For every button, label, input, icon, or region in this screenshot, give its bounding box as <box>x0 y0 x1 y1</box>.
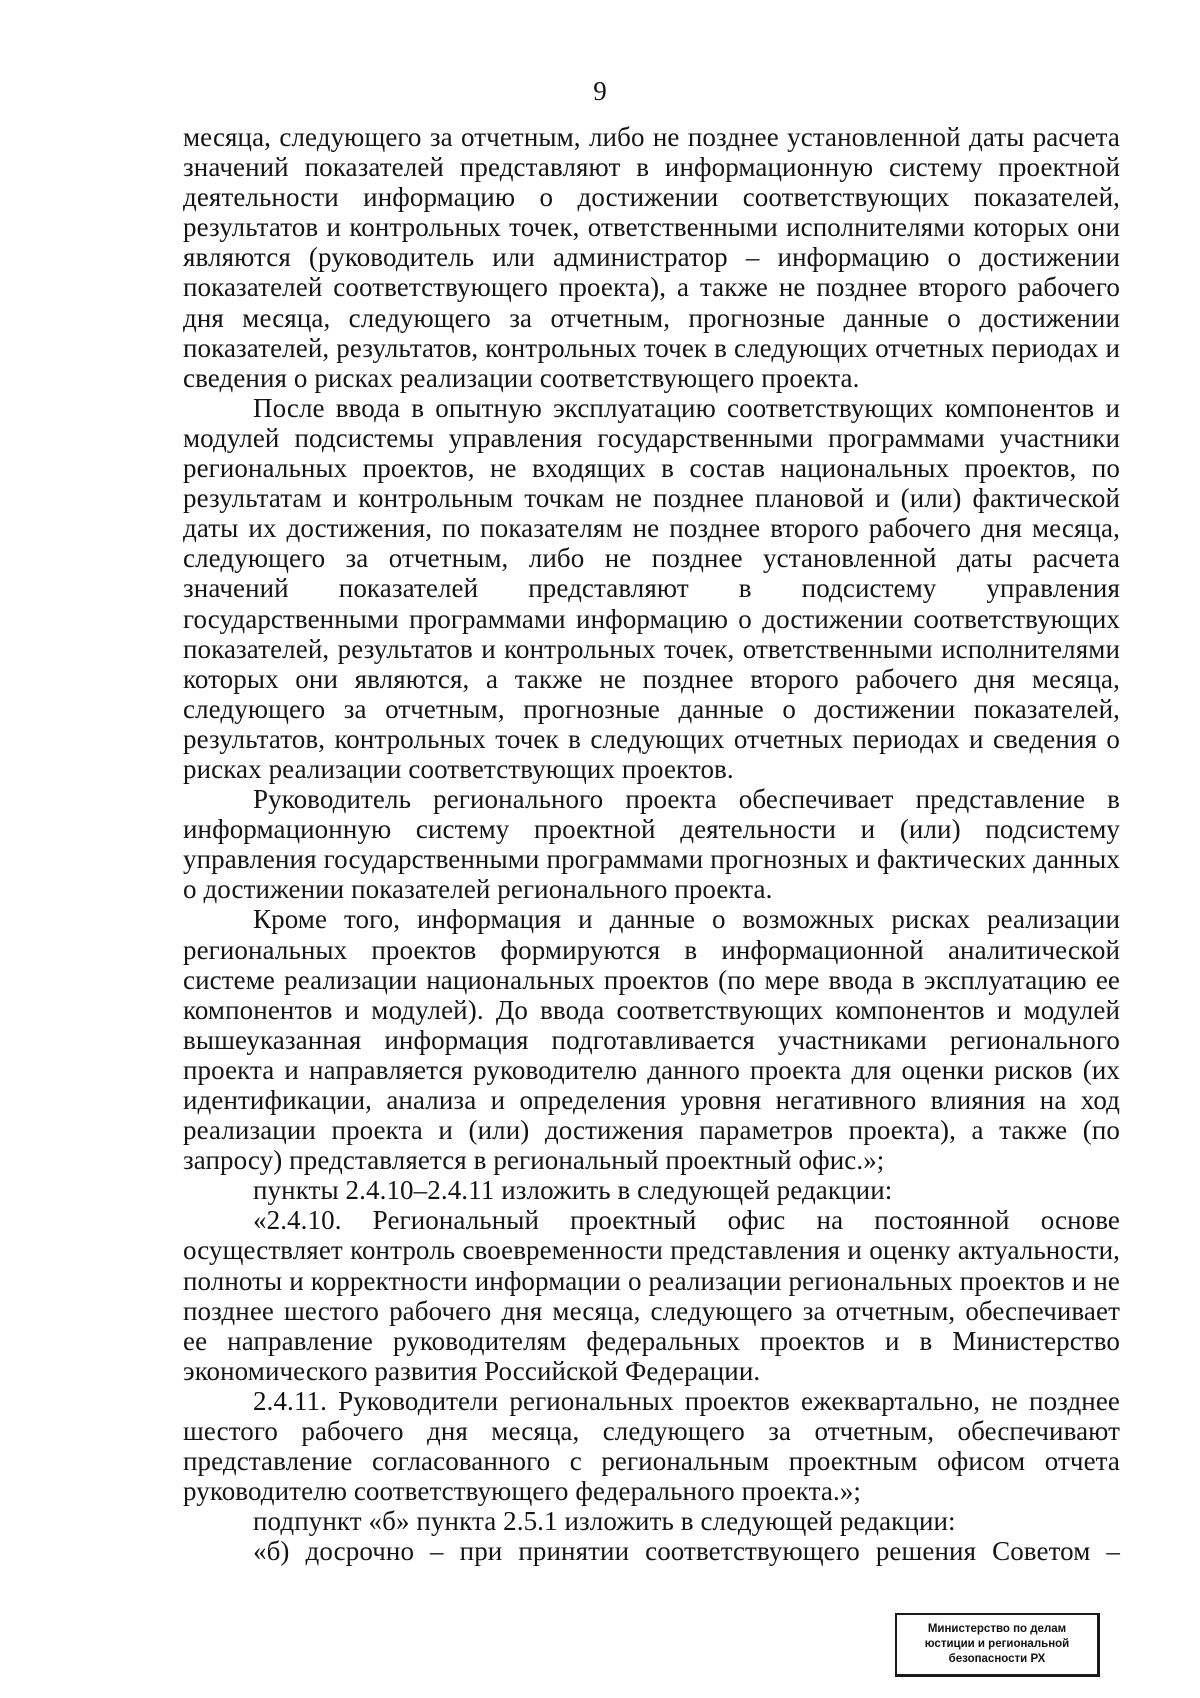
paragraph-4: Кроме того, информация и данные о возможных рисках реализации региональных проектов формируются в информационной аналитической системе реализации национальных проектов (по мере ввода в эксплуатацию ее компонентов и модулей). До ввода соответствующих компонентов и модулей вышеуказанная информация подготавливается участниками регионального проекта и направляется руководителю данного проекта для оценки рисков (их идентификации, анализа и определения уровня негативного влияния на ход реализации проекта и (или) достижения параметров проекта), а также (по запросу) представляется в региональный проектный офис.»; <box>183 904 1120 1176</box>
page-number: 9 <box>593 76 607 106</box>
document-body <box>183 122 1120 1567</box>
paragraph-9: «б) досрочно – при принятии соответствующего решения Советом – <box>253 1536 1120 1567</box>
paragraph-1: месяца, следующего за отчетным, либо не позднее установленной даты расчета значений показателей представляют в информационную систему проектной деятельности информацию о достижении соответствующих показателей, результатов и контрольных точек, ответственными исполнителями которых они являются (руководитель или администратор – информацию о достижении показателей соответствующего проекта), а также не позднее второго рабочего дня месяца, следующего за отчетным, прогнозные данные о достижении показателей, результатов, контрольных точек в следующих отчетных периодах и сведения о рисках реализации соответствующего проекта. <box>183 122 1120 393</box>
paragraph-7: 2.4.11. Руководители региональных проектов ежеквартально, не позднее шестого рабочего дня месяца, следующего за отчетным, обеспечивают представление согласованного с региональным проектным офисом отчета руководителю соответствующего федерального проекта.»; <box>183 1385 1120 1507</box>
stamp-line-2: юстиции и региональной <box>924 1638 1070 1650</box>
stamp-line-1: Министерство по делам <box>927 1623 1067 1635</box>
paragraph-5: пункты 2.4.10–2.4.11 изложить в следующей редакции: <box>253 1175 893 1206</box>
paragraph-3: Руководитель регионального проекта обеспечивает представление в информационную систему проектной деятельности и (или) подсистему управления государственными программами прогнозных и фактических данных о достижении показателей регионального проекта. <box>183 784 1120 905</box>
paragraph-8: подпункт «б» пункта 2.5.1 изложить в следующей редакции: <box>253 1506 956 1537</box>
paragraph-6: «2.4.10. Региональный проектный офис на постоянной основе осуществляет контроль своевременности представления и оценку актуальности, полноты и корректности информации о реализации региональных проектов и не позднее шестого рабочего дня месяца, следующего за отчетным, обеспечивает ее направление руководителям федеральных проектов и в Министерство экономического развития Российской Федерации. <box>183 1205 1120 1386</box>
paragraph-2: После ввода в опытную эксплуатацию соответствующих компонентов и модулей подсистемы управления государственными программами участники региональных проектов, не входящих в состав национальных проектов, по результатам и контрольным точкам не позднее плановой и (или) фактической даты их достижения, по показателям не позднее второго рабочего дня месяца, следующего за отчетным, либо не позднее установленной даты расчета значений показателей представляют в подсистему управления государственными программами информацию о достижении соответствующих показателей, результатов и контрольных точек, ответственными исполнителями которых они являются, а также не позднее второго рабочего дня месяца, следующего за отчетным, прогнозные данные о достижении показателей, результатов, контрольных точек в следующих отчетных периодах и сведения о рисках реализации соответствующих проектов. <box>183 392 1120 784</box>
stamp-line-3: безопасности РХ <box>948 1653 1046 1665</box>
ministry-stamp <box>895 1613 1100 1677</box>
